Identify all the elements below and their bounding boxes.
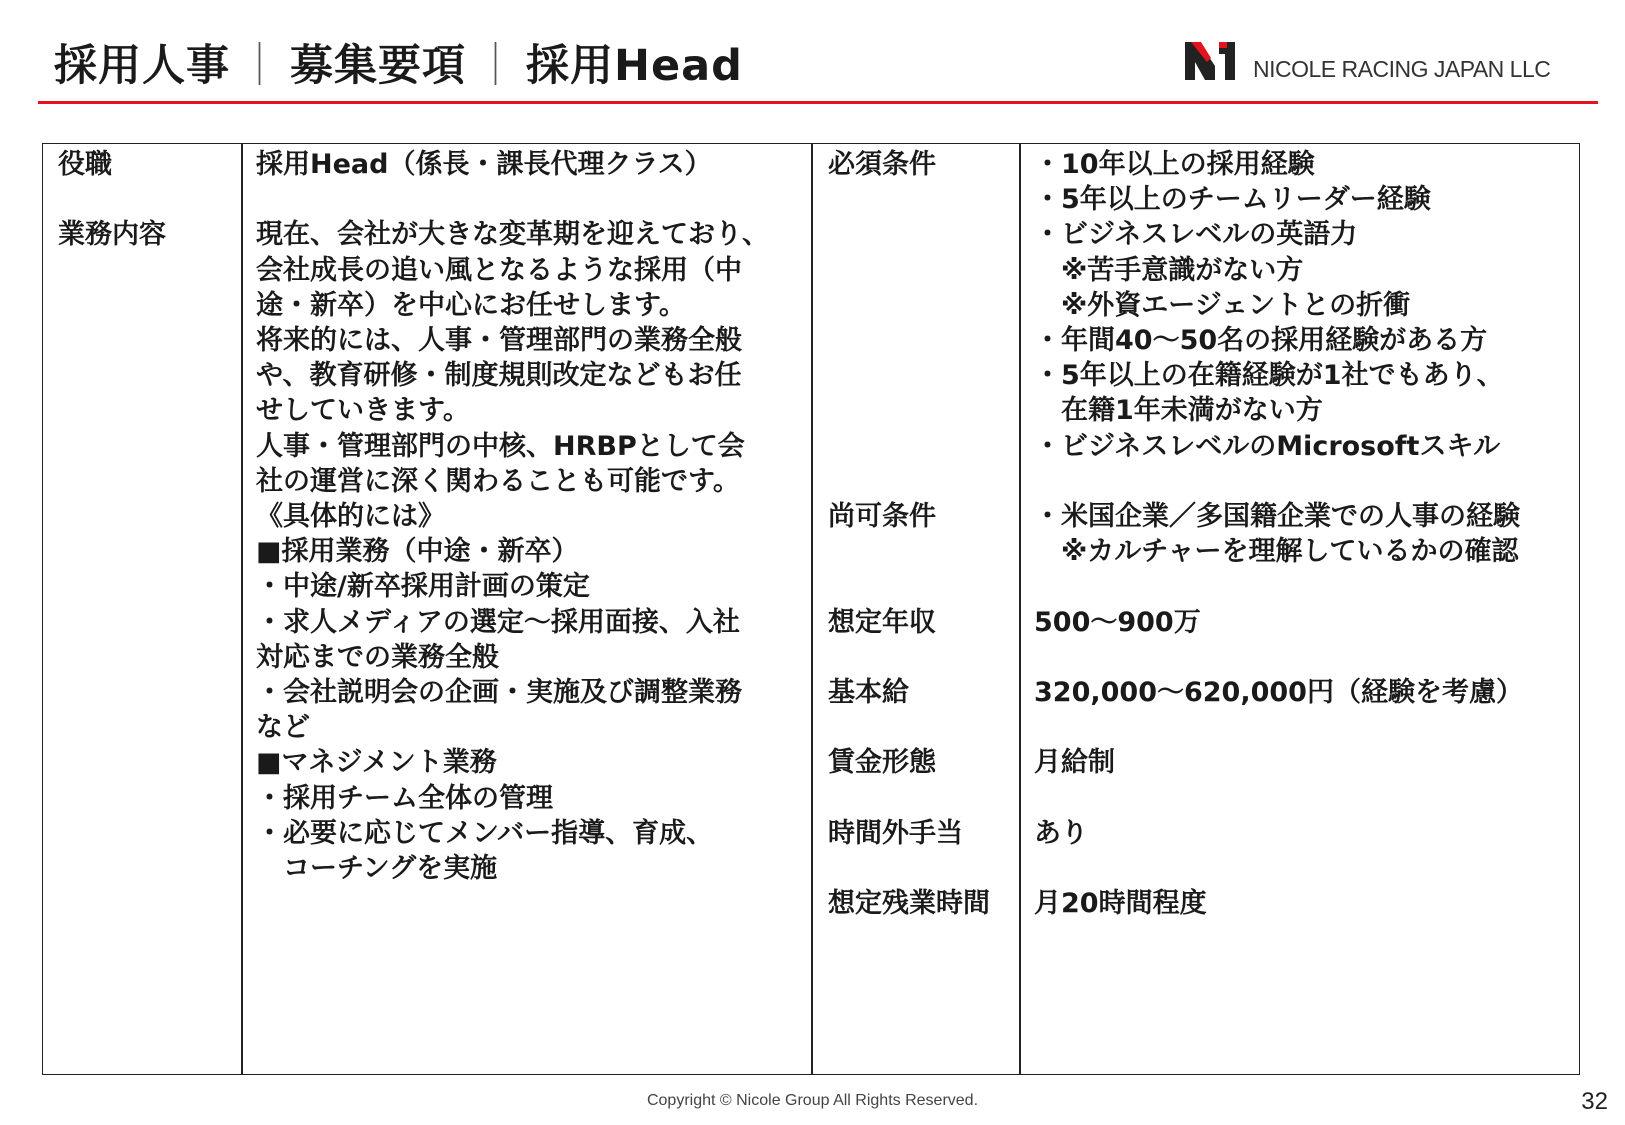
field-label xyxy=(828,429,990,464)
description-line: ■マネジメント業務 xyxy=(256,747,497,779)
description-line: ・採用チーム全体の管理 xyxy=(256,782,553,814)
nicole-logo-mark-icon xyxy=(1185,40,1247,82)
field-label xyxy=(828,393,990,428)
description-line: 社の運営に深く関わることも可能です。 xyxy=(256,465,740,497)
condition-line: 500～900万 xyxy=(1034,606,1201,638)
condition-line xyxy=(1034,640,1523,675)
field-label xyxy=(828,781,990,816)
field-label: 業務内容 xyxy=(58,219,166,251)
job-requirements-table xyxy=(42,143,1580,1075)
condition-line: ・10年以上の採用経験 xyxy=(1034,149,1315,180)
description-line: 《具体的には》 xyxy=(256,501,445,533)
condition-line: ※カルチャーを理解しているかの確認 xyxy=(1034,536,1519,568)
description-line: など xyxy=(256,712,310,744)
condition-line: あり xyxy=(1034,817,1088,849)
description-line: 人事・管理部門の中核、HRBPとして会 xyxy=(256,430,745,462)
condition-line xyxy=(1034,851,1523,886)
field-label xyxy=(828,569,990,604)
field-label: 必須条件 xyxy=(828,149,936,180)
field-label xyxy=(58,182,166,217)
description-line: ・必要に応じてメンバー指導、育成、 xyxy=(256,817,714,849)
condition-line xyxy=(1034,781,1523,816)
condition-line: 月20時間程度 xyxy=(1034,888,1207,920)
field-label: 賃金形態 xyxy=(828,747,936,779)
condition-line: ・米国企業／多国籍企業での人事の経験 xyxy=(1034,501,1520,533)
column-divider xyxy=(1019,144,1021,1074)
condition-line: ※苦手意識がない方 xyxy=(1034,254,1304,286)
description-line: ・求人メディアの選定～採用面接、入社 xyxy=(256,606,740,638)
description-line xyxy=(256,182,769,217)
description-line: ・中途/新卒採用計画の策定 xyxy=(256,571,590,603)
field-labels-right xyxy=(828,147,990,921)
condition-line: ・ビジネスレベルのMicrosoftスキル xyxy=(1034,430,1501,462)
description-line: ・会社説明会の企画・実施及び調整業務 xyxy=(256,677,742,709)
condition-line xyxy=(1034,569,1523,604)
conditions-values xyxy=(1034,147,1523,921)
field-label xyxy=(828,253,990,288)
page-number: 32 xyxy=(1581,1088,1608,1115)
title-separator: ｜ xyxy=(474,41,518,91)
description-line: 途・新卒）を中心にお任せします。 xyxy=(256,289,686,321)
field-label: 想定年収 xyxy=(828,606,936,638)
field-label: 想定残業時間 xyxy=(828,888,990,920)
field-label: 時間外手当 xyxy=(828,817,963,849)
job-description xyxy=(256,147,769,886)
field-label xyxy=(828,640,990,675)
condition-line: 在籍1年未満がない方 xyxy=(1034,395,1323,427)
field-labels-left xyxy=(58,147,166,253)
condition-line: ※外資エージェントとの折衝 xyxy=(1034,289,1411,321)
condition-line: ・5年以上のチームリーダー経験 xyxy=(1034,184,1431,216)
field-label xyxy=(828,323,990,358)
field-label xyxy=(828,217,990,252)
condition-line: ・年間40～50名の採用経験がある方 xyxy=(1034,325,1488,357)
logo-text: NICOLE RACING JAPAN LLC xyxy=(1253,56,1551,82)
condition-line: 320,000～620,000円（経験を考慮） xyxy=(1034,677,1523,709)
field-label: 基本給 xyxy=(828,677,909,709)
column-divider xyxy=(811,144,813,1074)
condition-line xyxy=(1034,710,1523,745)
condition-line xyxy=(1034,464,1523,499)
field-label: 尚可条件 xyxy=(828,501,936,533)
field-label xyxy=(828,534,990,569)
description-line: 将来的には、人事・管理部門の業務全般 xyxy=(256,325,742,357)
field-label xyxy=(828,851,990,886)
description-line: 会社成長の追い風となるような採用（中 xyxy=(256,254,742,286)
title-part-1: 採用人事 xyxy=(54,41,230,91)
condition-line: ・ビジネスレベルの英語力 xyxy=(1034,219,1358,251)
field-label xyxy=(828,288,990,323)
description-line: や、教育研修・制度規則改定などもお任 xyxy=(256,360,742,392)
field-label xyxy=(828,710,990,745)
title-part-3: 採用Head xyxy=(526,41,743,91)
page-title xyxy=(54,32,743,93)
title-part-2: 募集要項 xyxy=(290,41,466,91)
condition-line: 月給制 xyxy=(1034,747,1115,779)
description-line: ■採用業務（中途・新卒） xyxy=(256,536,579,568)
field-label: 役職 xyxy=(58,149,112,180)
field-label xyxy=(828,358,990,393)
field-label xyxy=(828,182,990,217)
description-line: 現在、会社が大きな変革期を迎えており、 xyxy=(256,219,769,251)
title-separator: ｜ xyxy=(238,41,282,91)
description-line: コーチングを実施 xyxy=(256,853,498,885)
field-label xyxy=(828,464,990,499)
condition-line: ・5年以上の在籍経験が1社でもあり、 xyxy=(1034,360,1504,392)
copyright-text: Copyright © Nicole Group All Rights Reserved. xyxy=(646,1092,979,1109)
header-rule xyxy=(38,101,1598,104)
description-line: せしていきます。 xyxy=(256,395,470,427)
description-line: 採用Head（係長・課長代理クラス） xyxy=(256,149,712,180)
column-divider xyxy=(241,144,243,1074)
description-line: 対応までの業務全般 xyxy=(256,641,499,673)
